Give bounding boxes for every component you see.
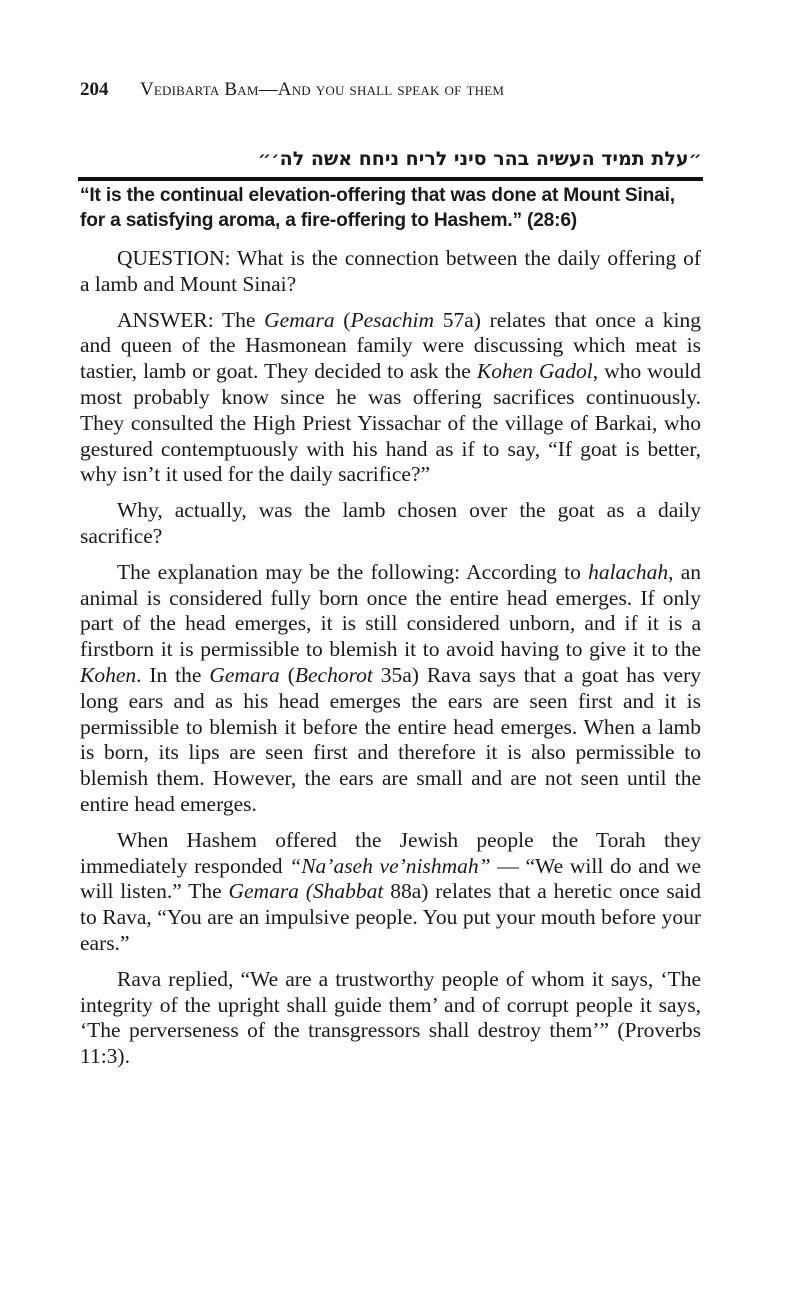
book-title: Vedibarta Bam—And you shall speak of them xyxy=(140,79,505,100)
running-header xyxy=(80,78,504,102)
text-run: — “We will do and we will listen.” The xyxy=(80,853,702,904)
text-run: 57a) relates that once a king and queen of the Hasmonean family were discussing which meat is tastier, lamb or goat. They decided to ask the xyxy=(80,307,701,384)
text-run: 35a) Rava says that a goat has very long ears and as his head emerges the ears are seen first and it is permissible to blemish it before the entire head emerges. When a lamb is born, its lips are seen first and therefore it is also permissible to blemish them. However, the ears are small and are not seen until the entire head emerges. xyxy=(80,662,701,816)
paragraph-explanation xyxy=(80,560,701,818)
italic-term: Bechorot xyxy=(294,662,373,687)
text-run: QUESTION: What is the connection between the daily offering of a lamb and Mount Sinai? xyxy=(80,246,701,296)
page-number: 204 xyxy=(80,79,109,100)
paragraph-why-lamb xyxy=(80,498,701,550)
text-run: ANSWER: The xyxy=(117,307,265,332)
italic-term: Gemara (Shabbat xyxy=(228,879,384,904)
text-run: , an animal is considered fully born once the entire head emerges. If only part of the head emerges, it is still considered unborn, and if it is a firstborn it is permissible to blemish it to avoid having to give it to the xyxy=(80,559,701,662)
text-run: The explanation may be the following: According to xyxy=(117,559,589,584)
italic-term: Kohen xyxy=(80,662,137,687)
text-run: . In the xyxy=(136,662,210,687)
english-verse-translation: “It is the continual elevation-offering that was done at Mount Sinai, for a satisfying aroma, a fire-offering to Hashem.” (28:6) xyxy=(80,185,675,231)
paragraph-naaseh-venishmah xyxy=(80,828,701,957)
italic-term: Kohen Gadol xyxy=(476,359,593,384)
paragraph-answer xyxy=(80,308,701,489)
text-run: ( xyxy=(279,662,295,687)
italic-term: halachah xyxy=(588,559,669,584)
body-text xyxy=(80,246,701,1080)
hebrew-verse: ״עלת תמיד העשיה בהר סיני לריח ניחח אשה לה׳״ xyxy=(257,148,702,170)
text-run: Rava replied, “We are a trustworthy people of whom it says, ‘The integrity of the upright shall guide them’ and of corrupt people it says, ‘The perverseness of the transgressors shall destroy them’” (Proverbs 11:3). xyxy=(80,966,701,1069)
paragraph-rava-reply xyxy=(80,967,701,1070)
italic-term: Gemara xyxy=(264,307,335,332)
italic-term: Pesachim xyxy=(350,307,435,332)
text-run: , who would most probably know since he was offering sacrifices continuously. They consulted the High Priest Yissachar of the village of Barkai, who gestured contemptuously with his hand as if to say, “If goat is better, why isn’t it used for the daily sacrifice?” xyxy=(80,359,702,487)
text-run: ( xyxy=(334,307,351,332)
italic-term: Gemara xyxy=(209,662,280,687)
paragraph-question xyxy=(80,246,701,298)
italic-term: “Na’aseh ve’nishmah” xyxy=(289,853,491,878)
verse-divider-rule xyxy=(78,177,703,181)
text-run: Why, actually, was the lamb chosen over the goat as a daily sacrifice? xyxy=(80,498,701,548)
text-run: When Hashem offered the Jewish people the Torah they immediately responded xyxy=(80,827,701,878)
text-run: 88a) relates that a heretic once said to Rava, “You are an impulsive people. You put your mouth before your ears.” xyxy=(80,879,701,955)
